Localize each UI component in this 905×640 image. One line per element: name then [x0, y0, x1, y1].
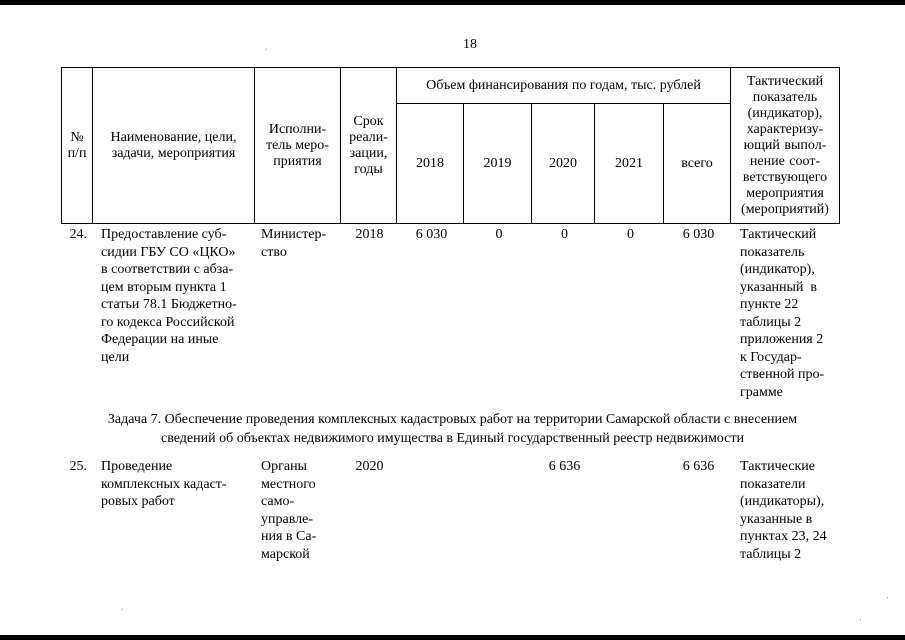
header-year-2021: 2021	[595, 104, 664, 224]
term: 2020	[355, 459, 384, 474]
value-total: 6 030	[682, 227, 715, 242]
measure-name: Проведение комплексных кадаст- ровых работ	[101, 459, 227, 509]
row-number: 24.	[69, 227, 87, 242]
executor: Органы местного само- управле- ния в Са- марской	[261, 459, 317, 562]
value-2020: 0	[561, 227, 568, 242]
tactical-indicator: Тактический показатель (индикатор), указанный в пункте 22 таблицы 2 приложения 2 к Государ- ственной про- грамме	[740, 227, 825, 400]
value-total: 6 636	[682, 459, 715, 474]
table-header	[61, 67, 840, 224]
header-name: Наименование, цели, задачи, мероприятия	[93, 68, 255, 224]
table-row-24	[0, 226, 905, 406]
header-tactical: Тактический показатель (индикатор), характеризу-ющий выпол-нение соот-ветствующего мероприятия (мероприятий)	[731, 68, 840, 224]
scan-speck	[122, 609, 123, 610]
value-2019: 0	[495, 227, 503, 242]
measure-name: Предоставление суб- сидии ГБУ СО «ЦКО» в соответствии с абза- цем вторым пункта 1 статьи 78.1 Бюджетно- го кодекса Российской Федерации на иные цели	[101, 227, 237, 365]
header-financing: Объем финансирования по годам, тыс. рублей	[397, 68, 731, 104]
task-7-heading: Задача 7. Обеспечение проведения комплексных кадастровых работ на территории Самарской области с внесением сведений об объектах недвижимого имущества в Единый государственный реестр недвижимости	[107, 412, 798, 446]
header-year-2018: 2018	[397, 104, 464, 224]
header-num: № п/п	[62, 68, 93, 224]
scan-speck	[266, 49, 267, 50]
executor: Министер- ство	[261, 227, 327, 260]
header-year-2020: 2020	[532, 104, 595, 224]
scan-speck	[887, 597, 888, 598]
scan-speck	[860, 619, 861, 620]
header-total: всего	[664, 104, 731, 224]
value-2020: 6 636	[548, 459, 581, 474]
page-number: 18	[463, 37, 477, 52]
header-term: Срок реали-зации, годы	[341, 68, 397, 224]
scan-top-border	[0, 0, 905, 5]
header-executor: Исполни-тель меро-приятия	[255, 68, 341, 224]
table-row-25	[0, 458, 905, 568]
header-year-2019: 2019	[464, 104, 532, 224]
tactical-indicator: Тактические показатели (индикаторы), указанные в пунктах 23, 24 таблицы 2	[740, 459, 827, 562]
row-number: 25.	[69, 459, 87, 474]
scan-bottom-border	[0, 635, 905, 640]
term: 2018	[355, 227, 384, 242]
value-2021: 0	[627, 227, 634, 242]
value-2018: 6 030	[415, 227, 448, 242]
